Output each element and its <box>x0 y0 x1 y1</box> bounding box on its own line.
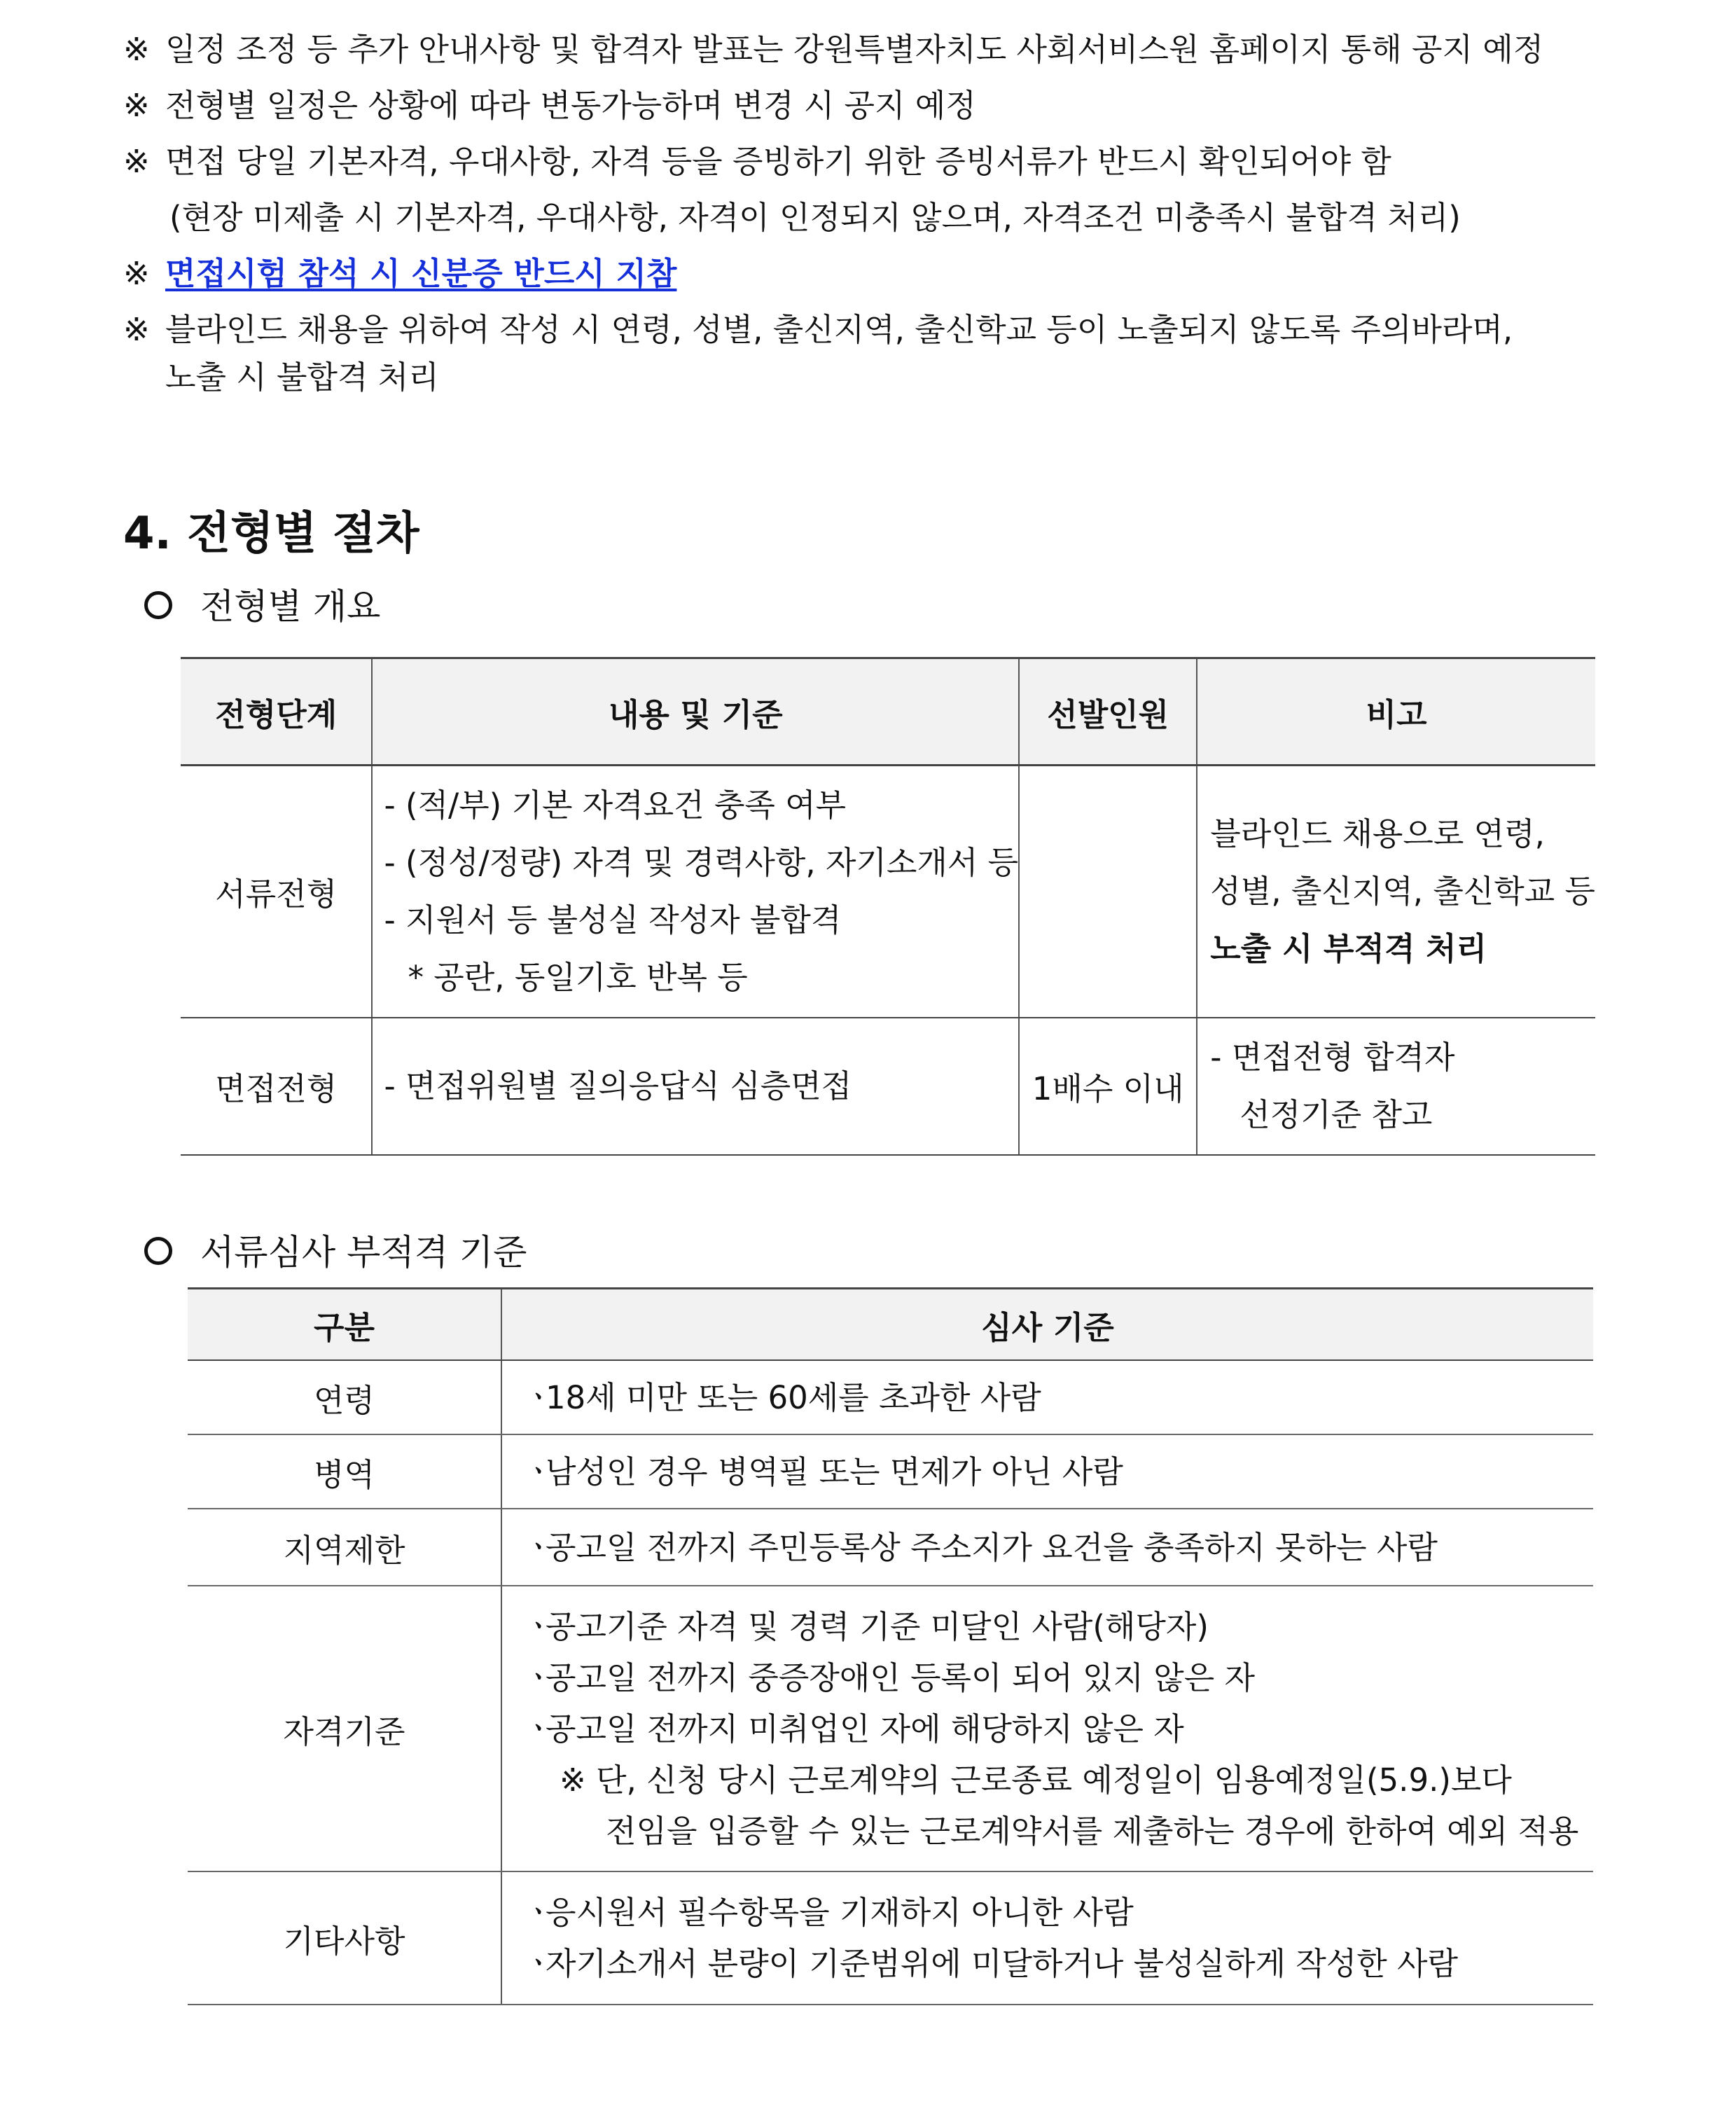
count-cell <box>1019 766 1197 1018</box>
criteria-table <box>188 1287 1593 2005</box>
subheading-criteria <box>144 1224 527 1275</box>
criteria-text: 남성인 경우 병역필 또는 면제가 아닌 사람 <box>546 1453 1123 1490</box>
remark-cell <box>1197 766 1595 1018</box>
header-content: 내용 및 기준 <box>372 658 1019 766</box>
remark-line-bold: 노출 시 부적격 처리 <box>1210 929 1487 967</box>
criteria-item <box>502 1446 1593 1497</box>
reference-mark: ※ <box>123 87 150 124</box>
count-cell: 1배수 이내 <box>1019 1018 1197 1155</box>
header-criteria: 심사 기준 <box>501 1289 1593 1361</box>
category-cell: 기타사항 <box>188 1871 501 2005</box>
criteria-item <box>502 1703 1593 1755</box>
header-remark: 비고 <box>1197 658 1595 766</box>
bullet-dot: ㆍ <box>523 1894 554 1931</box>
table-row <box>188 1586 1593 1871</box>
criteria-exception-note: 전임을 입증할 수 있는 근로계약서를 제출하는 경우에 한하여 예외 적용 <box>606 1812 1579 1850</box>
criteria-item <box>502 1652 1593 1703</box>
content-line: - (적/부) 기본 자격요건 충족 여부 <box>384 786 847 824</box>
category-cell: 병역 <box>188 1434 501 1509</box>
criteria-text: 공고일 전까지 미취업인 자에 해당하지 않은 자 <box>546 1710 1184 1747</box>
remark-line: 성별, 출신지역, 출신학교 등 <box>1210 872 1595 910</box>
criteria-text: 응시원서 필수항목을 기재하지 아니한 사람 <box>546 1894 1134 1931</box>
reference-mark: ※ <box>123 311 150 348</box>
note-text: 노출 시 불합격 처리 <box>165 359 439 396</box>
table-row <box>181 1018 1595 1155</box>
criteria-text: 공고일 전까지 주민등록상 주소지가 요건을 충족하지 못하는 사람 <box>546 1528 1438 1566</box>
reference-mark: ※ <box>123 255 150 292</box>
criteria-text: 공고일 전까지 중증장애인 등록이 되어 있지 않은 자 <box>546 1659 1256 1696</box>
section-title: 4. 전형별 절차 <box>123 508 419 560</box>
category-cell: 지역제한 <box>188 1509 501 1586</box>
criteria-cell <box>501 1360 1593 1434</box>
bullet-dot: ㆍ <box>523 1453 554 1490</box>
table-header-row <box>188 1289 1593 1361</box>
note-text: 일정 조정 등 추가 안내사항 및 합격자 발표는 강원특별자치도 사회서비스원 홈페이지 통해 공지 예정 <box>165 31 1544 68</box>
header-category: 구분 <box>188 1289 501 1361</box>
note-text: 전형별 일정은 상황에 따라 변동가능하며 변경 시 공지 예정 <box>165 87 976 124</box>
table-row <box>188 1509 1593 1586</box>
criteria-text: 자기소개서 분량이 기준범위에 미달하거나 불성실하게 작성한 사람 <box>546 1945 1458 1982</box>
bullet-dot: ㆍ <box>523 1945 554 1982</box>
criteria-item <box>502 1887 1593 1938</box>
header-stage: 전형단계 <box>181 658 372 766</box>
circle-bullet-icon <box>144 591 172 619</box>
content-cell <box>372 766 1019 1018</box>
criteria-cell <box>501 1434 1593 1509</box>
bullet-dot: ㆍ <box>523 1607 554 1645</box>
content-line: - 면접위원별 질의응답식 심층면접 <box>384 1067 852 1105</box>
stage-cell: 면접전형 <box>181 1018 372 1155</box>
criteria-cell <box>501 1871 1593 2005</box>
criteria-text: 공고기준 자격 및 경력 기준 미달인 사람(해당자) <box>546 1607 1209 1645</box>
remark-line: 블라인드 채용으로 연령, <box>1210 815 1545 852</box>
criteria-item <box>502 1522 1593 1573</box>
subheading-text: 전형별 개요 <box>200 586 381 627</box>
reference-mark: ※ <box>123 31 150 68</box>
criteria-item <box>502 1372 1593 1423</box>
table-row <box>188 1360 1593 1434</box>
criteria-cell <box>501 1586 1593 1871</box>
bullet-dot: ㆍ <box>523 1710 554 1747</box>
note-text: 블라인드 채용을 위하여 작성 시 연령, 성별, 출신지역, 출신학교 등이 노출되지 않도록 주의바라며, <box>165 311 1513 348</box>
id-card-emphasis-link[interactable]: 면접시험 참석 시 신분증 반드시 지참 <box>165 255 677 292</box>
bullet-dot: ㆍ <box>523 1378 554 1416</box>
remark-cell <box>1197 1018 1595 1155</box>
category-cell: 연령 <box>188 1360 501 1434</box>
criteria-text: 18세 미만 또는 60세를 초과한 사람 <box>546 1378 1041 1416</box>
subheading-text: 서류심사 부적격 기준 <box>200 1232 527 1273</box>
table-row <box>188 1434 1593 1509</box>
content-line: * 공란, 동일기호 반복 등 <box>408 958 748 996</box>
reference-mark: ※ <box>123 143 150 180</box>
bullet-dot: ㆍ <box>523 1659 554 1696</box>
content-line: - 지원서 등 불성실 작성자 불합격 <box>384 901 842 939</box>
header-count: 선발인원 <box>1019 658 1197 766</box>
bullet-dot: ㆍ <box>523 1528 554 1566</box>
overview-table <box>181 657 1595 1156</box>
note-text: (현장 미제출 시 기본자격, 우대사항, 자격이 인정되지 않으며, 자격조건 미충족시 불합격 처리) <box>169 199 1461 236</box>
content-line: - (정성/정량) 자격 및 경력사항, 자기소개서 등 <box>384 843 1019 881</box>
criteria-item <box>502 1601 1593 1652</box>
table-header-row <box>181 658 1595 766</box>
circle-bullet-icon <box>144 1237 172 1265</box>
criteria-exception-note: ※ 단, 신청 당시 근로계약의 근로종료 예정일이 임용예정일(5.9.)보다 <box>560 1761 1512 1799</box>
stage-cell: 서류전형 <box>181 766 372 1018</box>
criteria-item <box>502 1938 1593 1989</box>
criteria-cell <box>501 1509 1593 1586</box>
table-row <box>188 1871 1593 2005</box>
content-cell <box>372 1018 1019 1155</box>
remark-line: 선정기준 참고 <box>1239 1095 1433 1133</box>
note-text: 면접 당일 기본자격, 우대사항, 자격 등을 증빙하기 위한 증빙서류가 반드시 확인되어야 함 <box>165 143 1391 180</box>
category-cell: 자격기준 <box>188 1586 501 1871</box>
table-row <box>181 766 1595 1018</box>
subheading-overview <box>144 579 380 629</box>
remark-line: - 면접전형 합격자 <box>1210 1038 1455 1076</box>
